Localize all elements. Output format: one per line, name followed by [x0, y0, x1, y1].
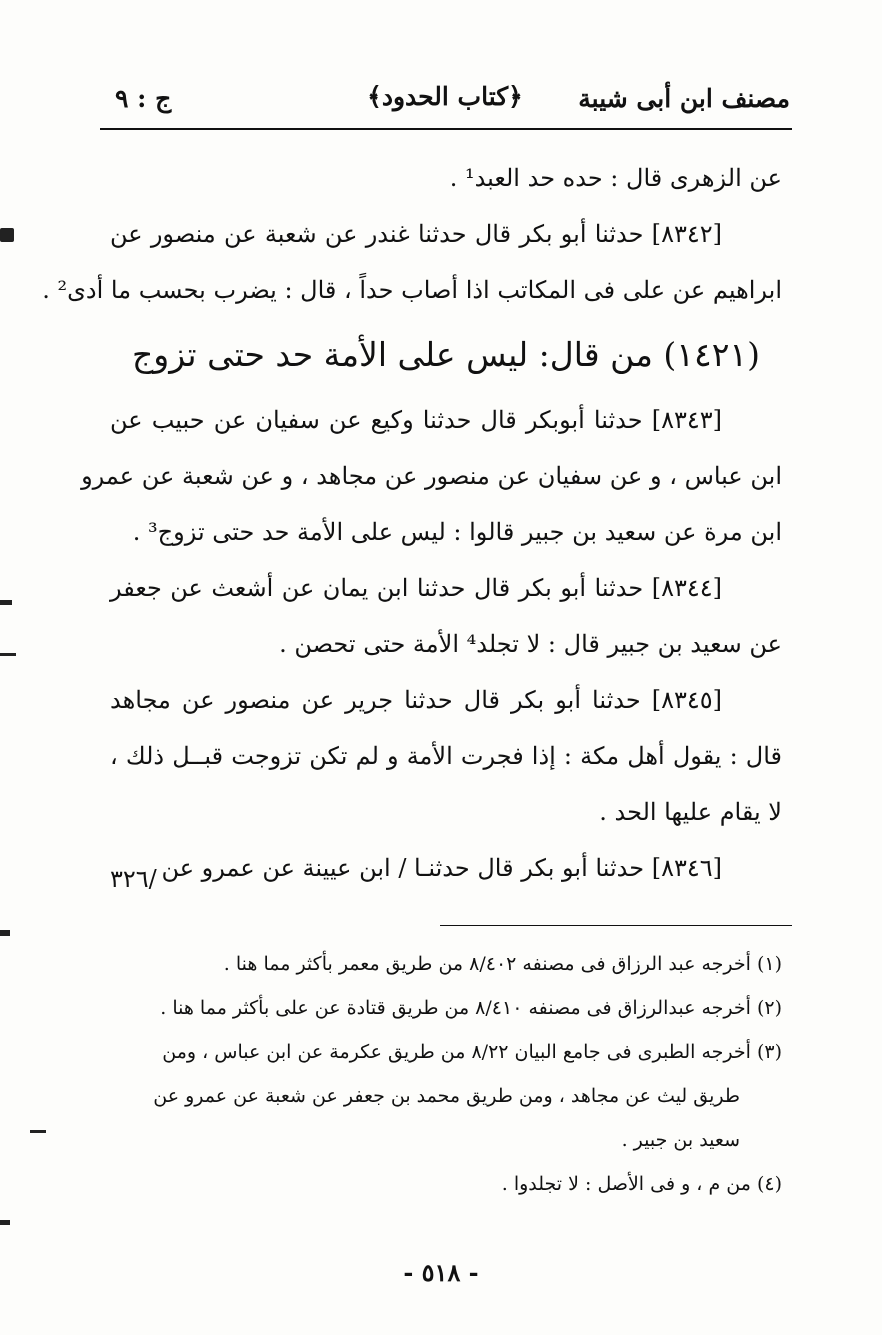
text-line: [٨٣٤٥] حدثنا أبو بكر قال حدثنا جرير عن منصور عن مجاهد [110, 686, 722, 714]
page-header [100, 78, 790, 128]
margin-speck [0, 930, 10, 936]
page-number: - ٥١٨ - [403, 1258, 479, 1287]
section-heading: (١٤٢١) من قال: ليس على الأمة حد حتى تزوج [131, 335, 761, 374]
text-line: ابراهيم عن على فى المكاتب اذا أصاب حداً ، قال : يضرب بحسب ما أدى² . [42, 276, 782, 304]
footnote: (٣) أخرجه الطبرى فى جامع البيان ٨/٢٢ من طريق عكرمة عن ابن عباس ، ومن [162, 1041, 782, 1063]
text-line: [٨٣٤٦] حدثنا أبو بكر قال حدثنـا / ابن عيينة عن عمرو عن [161, 854, 722, 882]
margin-speck [0, 653, 16, 656]
footnote: (٢) أخرجه عبدالرزاق فى مصنفه ٨/٤١٠ من طريق قتادة عن على بأكثر مما هنا . [160, 997, 782, 1019]
footnote: (٤) من م ، و فى الأصل : لا تجلدوا . [501, 1173, 782, 1195]
book-title: مصنف ابن أبى شيبة [578, 84, 790, 113]
main-text [42, 150, 783, 896]
volume-label: ج : ٩ [115, 84, 172, 113]
margin-speck [30, 1130, 46, 1133]
footnote-continuation: طريق ليث عن مجاهد ، ومن طريق محمد بن جعفر عن شعبة عن عمرو عن [153, 1085, 740, 1107]
text-line: [٨٣٤٢] حدثنا أبو بكر قال حدثنا غندر عن شعبة عن منصور عن [110, 220, 722, 248]
footnote-continuation: سعيد بن جبير . [621, 1129, 740, 1151]
text-line: قال : يقول أهل مكة : إذا فجرت الأمة و لم تكن تزوجت قبــل ذلك ، [110, 742, 783, 770]
text-line: عن الزهرى قال : حده حد العبد¹ . [449, 164, 782, 192]
margin-speck [0, 600, 12, 605]
text-line: [٨٣٤٤] حدثنا أبو بكر قال حدثنا ابن يمان عن أشعث عن جعفر [110, 574, 722, 602]
text-line: لا يقام عليها الحد . [599, 798, 782, 826]
text-line: عن سعيد بن جبير قال : لا تجلد⁴ الأمة حتى تحصن . [279, 630, 782, 658]
chapter-title: ﴿كتاب الحدود﴾ [367, 82, 523, 111]
footnote-rule [440, 925, 792, 926]
footnotes [110, 942, 782, 1206]
margin-speck [0, 228, 14, 242]
footnote: (١) أخرجه عبد الرزاق فى مصنفه ٨/٤٠٢ من طريق معمر بأكثر مما هنا . [223, 953, 782, 975]
manuscript-page-ref: ٣٢٦/ [110, 865, 157, 893]
header-rule [100, 128, 792, 130]
margin-speck [0, 1220, 10, 1225]
text-line: [٨٣٤٣] حدثنا أبوبكر قال حدثنا وكيع عن سفيان عن حبيب عن [110, 406, 723, 434]
text-line: ابن عباس ، و عن سفيان عن منصور عن مجاهد ، و عن شعبة عن عمرو [81, 462, 782, 490]
text-line: ابن مرة عن سعيد بن جبير قالوا : ليس على الأمة حد حتى تزوج³ . [132, 518, 782, 546]
